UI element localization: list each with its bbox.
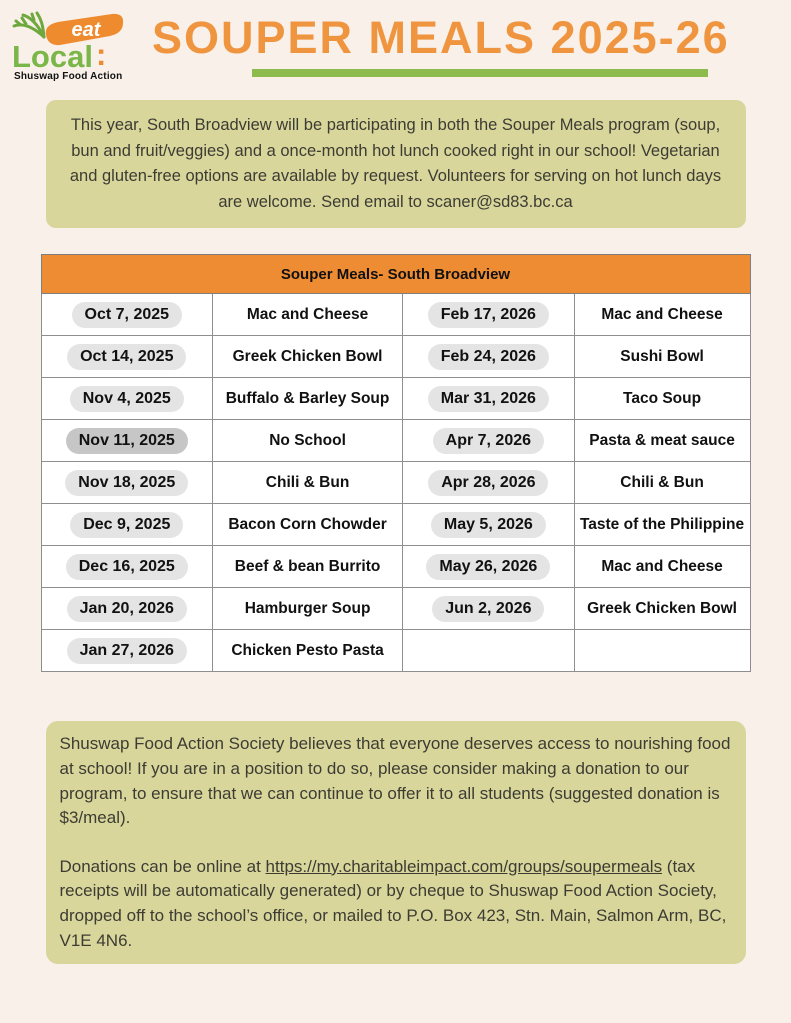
meal-cell: Chili & Bun: [574, 462, 750, 504]
date-pill: Jan 20, 2026: [67, 596, 187, 622]
table-row: [41, 462, 750, 504]
souper-meals-table: [41, 254, 751, 672]
table-row: [41, 630, 750, 672]
meal-cell: Mac and Cheese: [574, 294, 750, 336]
meal-cell: Greek Chicken Bowl: [213, 336, 403, 378]
date-cell: [41, 630, 213, 672]
meal-cell: Sushi Bowl: [574, 336, 750, 378]
donation-text-before-link: Donations can be online at: [59, 856, 266, 876]
meal-cell: Bacon Corn Chowder: [213, 504, 403, 546]
donation-link[interactable]: https://my.charitableimpact.com/groups/soupermeals: [265, 856, 663, 876]
meal-cell: Hamburger Soup: [213, 588, 403, 630]
date-pill: Dec 16, 2025: [66, 554, 188, 580]
date-cell: [403, 588, 575, 630]
meal-cell: Greek Chicken Bowl: [574, 588, 750, 630]
logo-tagline: Shuswap Food Action: [14, 71, 123, 82]
date-cell: [41, 294, 213, 336]
date-cell: [41, 420, 213, 462]
title-underline-bar: [252, 69, 708, 77]
donation-paragraph-2: [60, 855, 732, 954]
date-cell: [403, 294, 575, 336]
date-pill: Jun 2, 2026: [432, 596, 544, 622]
date-pill: Nov 18, 2025: [65, 470, 188, 496]
date-pill: Dec 9, 2025: [70, 512, 183, 538]
logo-local-text: Local: [12, 39, 93, 70]
date-cell: [41, 546, 213, 588]
meal-cell: Mac and Cheese: [574, 546, 750, 588]
date-cell: [403, 462, 575, 504]
date-pill: Feb 24, 2026: [428, 344, 549, 370]
donation-box: [46, 721, 746, 964]
table-row: [41, 546, 750, 588]
meal-cell: Beef & bean Burrito: [213, 546, 403, 588]
table-row-no-school: [41, 420, 750, 462]
date-cell: [41, 336, 213, 378]
table-row: [41, 504, 750, 546]
carrot-leaves-icon: [14, 13, 44, 37]
date-cell: [41, 462, 213, 504]
meal-cell: Mac and Cheese: [213, 294, 403, 336]
date-pill: May 5, 2026: [431, 512, 546, 538]
empty-cell: [403, 630, 575, 672]
meal-cell: Pasta & meat sauce: [574, 420, 750, 462]
meal-cell: Chili & Bun: [213, 462, 403, 504]
date-cell: [41, 378, 213, 420]
date-pill: Apr 7, 2026: [433, 428, 544, 454]
donation-text-after-link: (tax receipts will be automatically generated) or by cheque to Shuswap Food Action Society, dropped off to the school’s office, or mailed to P.O. Box 423, Stn. Main, Salmon Arm, BC, V1E 4N6.: [59, 856, 727, 950]
page-header: [0, 0, 791, 92]
meal-cell: Taco Soup: [574, 378, 750, 420]
date-pill: Oct 14, 2025: [67, 344, 186, 370]
eat-local-logo: [10, 10, 128, 82]
date-cell: [403, 378, 575, 420]
intro-text: This year, South Broadview will be participating in both the Souper Meals program (soup, bun and fruit/veggies) and a once-month hot lunch cooked right in our school! Vegetarian and gluten-free options are available by request. Volunteers for serving on hot lunch days are welcome. Send email to scaner@sd83.bc.ca: [69, 116, 722, 211]
intro-box: [46, 100, 746, 228]
meal-cell: Chicken Pesto Pasta: [213, 630, 403, 672]
table-title: Souper Meals- South Broadview: [41, 255, 750, 294]
eat-local-logo-icon: [10, 10, 128, 70]
date-cell: [403, 420, 575, 462]
meal-cell: No School: [213, 420, 403, 462]
page-title: SOUPER MEALS 2025-26: [152, 12, 730, 63]
date-cell: [403, 546, 575, 588]
meal-cell: Buffalo & Barley Soup: [213, 378, 403, 420]
table-row: [41, 588, 750, 630]
date-cell: [41, 588, 213, 630]
table-row: [41, 294, 750, 336]
meal-cell: Taste of the Philippine: [574, 504, 750, 546]
table-row: [41, 378, 750, 420]
date-pill: Oct 7, 2025: [72, 302, 183, 328]
logo-eat-text: eat: [71, 19, 101, 41]
logo-colon-text: :: [96, 37, 107, 70]
date-cell: [403, 336, 575, 378]
date-pill: Nov 4, 2025: [70, 386, 184, 412]
date-pill: Feb 17, 2026: [428, 302, 549, 328]
date-pill: Apr 28, 2026: [428, 470, 548, 496]
date-pill: May 26, 2026: [426, 554, 550, 580]
date-pill: Mar 31, 2026: [428, 386, 549, 412]
date-cell: [403, 504, 575, 546]
date-pill: Nov 11, 2025: [66, 428, 188, 454]
empty-cell: [574, 630, 750, 672]
table-header-row: [41, 255, 750, 294]
date-cell: [41, 504, 213, 546]
donation-paragraph-1: Shuswap Food Action Society believes that everyone deserves access to nourishing food at school! If you are in a position to do so, please consider making a donation to our program, to ensure that we can continue to offer it to all students (suggested donation is $3/meal).: [59, 734, 731, 828]
date-pill: Jan 27, 2026: [67, 638, 187, 664]
table-row: [41, 336, 750, 378]
